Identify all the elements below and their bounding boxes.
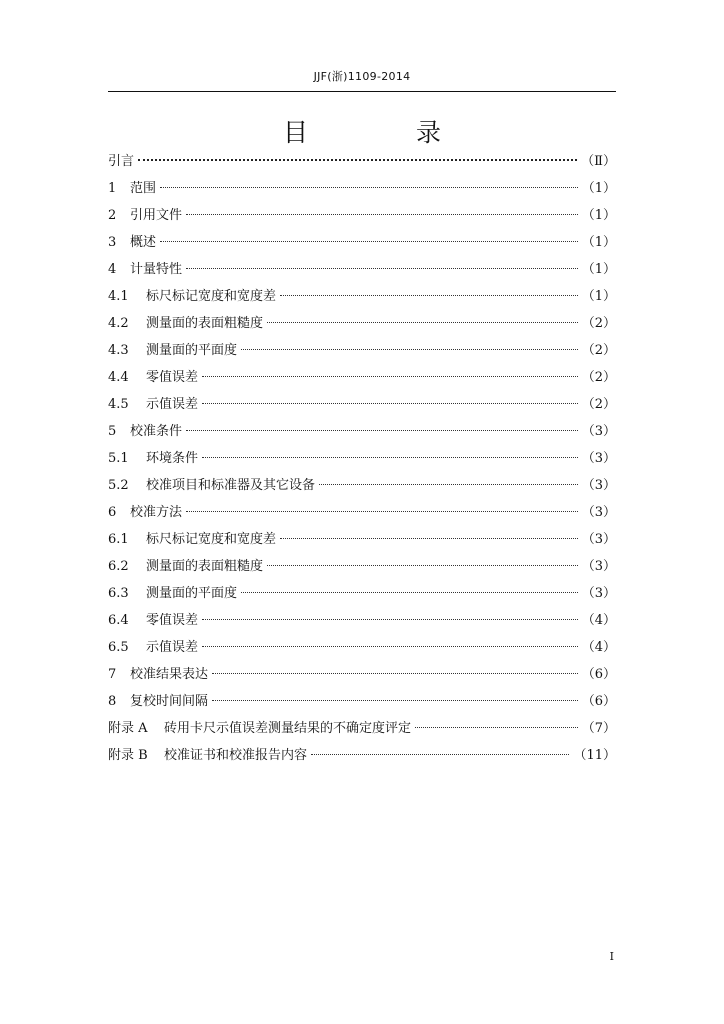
dot-leader: [202, 457, 578, 458]
toc-entry-title: 引言: [108, 154, 135, 169]
dot-leader: [138, 159, 577, 161]
toc-entry-number: 4.1: [108, 289, 129, 304]
toc-entry-page: （2）: [581, 343, 616, 358]
toc-entry-page: （3）: [581, 586, 616, 601]
toc-entry-page: （4）: [581, 640, 616, 655]
toc-entry-page: （1）: [581, 181, 616, 196]
dot-leader: [160, 187, 578, 188]
toc-entry-number: 6.1: [108, 532, 129, 547]
toc-entry-6[interactable]: [108, 499, 616, 526]
toc-entry-title: 概述: [130, 235, 157, 250]
toc-entry-number: 7: [108, 667, 117, 682]
dot-leader: [212, 673, 578, 674]
toc-entry-page: （3）: [581, 478, 616, 493]
toc-entry-6-1[interactable]: [108, 526, 616, 553]
toc-entry-title: 示值误差: [146, 397, 199, 412]
toc-entry-number: 4.2: [108, 316, 129, 331]
dot-leader: [202, 646, 578, 647]
toc-entry-number: 2: [108, 208, 117, 223]
toc-entry-title: 测量面的平面度: [146, 343, 238, 358]
toc-entry-number: 5: [108, 424, 117, 439]
toc-entry-number: 6: [108, 505, 117, 520]
dot-leader: [319, 484, 578, 485]
toc-entry-page: （4）: [581, 613, 616, 628]
toc-entry-5-1[interactable]: [108, 445, 616, 472]
dot-leader: [415, 727, 578, 728]
dot-leader: [280, 295, 578, 296]
toc-entry-number: 6.4: [108, 613, 129, 628]
dot-leader: [186, 511, 578, 512]
toc-entry-page: （Ⅱ）: [581, 154, 616, 169]
page-number: I: [609, 950, 614, 963]
toc-entry-page: （6）: [581, 694, 616, 709]
dot-leader: [311, 754, 569, 755]
toc-entry-title: 校准项目和标准器及其它设备: [146, 478, 316, 493]
toc-entry-5[interactable]: [108, 418, 616, 445]
document-code-header: JJF(浙)1109-2014: [313, 70, 411, 83]
toc-entry-4-4[interactable]: [108, 364, 616, 391]
toc-entry-appendix-b[interactable]: [108, 742, 616, 769]
toc-entry-title: 零值误差: [146, 613, 199, 628]
toc-entry-5-2[interactable]: [108, 472, 616, 499]
toc-entry-4-5[interactable]: [108, 391, 616, 418]
toc-entry-6-3[interactable]: [108, 580, 616, 607]
toc-entry-4-2[interactable]: [108, 310, 616, 337]
toc-entry-number: 6.5: [108, 640, 129, 655]
toc-entry-number: 附录 B: [108, 748, 148, 763]
toc-entry-6-5[interactable]: [108, 634, 616, 661]
toc-entry-page: （1）: [581, 208, 616, 223]
dot-leader: [202, 619, 578, 620]
dot-leader: [241, 592, 578, 593]
toc-entry-title: 计量特性: [130, 262, 183, 277]
toc-entry-1[interactable]: [108, 175, 616, 202]
toc-entry-number: 4.4: [108, 370, 129, 385]
toc-entry-title: 环境条件: [146, 451, 199, 466]
toc-entry-page: （1）: [581, 262, 616, 277]
toc-entry-title: 零值误差: [146, 370, 199, 385]
toc-entry-page: （3）: [581, 559, 616, 574]
dot-leader: [280, 538, 578, 539]
toc-entry-page: （3）: [581, 505, 616, 520]
dot-leader: [160, 241, 578, 242]
toc-entry-8[interactable]: [108, 688, 616, 715]
toc-entry-7[interactable]: [108, 661, 616, 688]
toc-entry-6-2[interactable]: [108, 553, 616, 580]
table-of-contents: [108, 148, 616, 769]
dot-leader: [267, 565, 578, 566]
toc-entry-title: 测量面的表面粗糙度: [146, 316, 264, 331]
toc-entry-page: （2）: [581, 370, 616, 385]
toc-entry-title: 砖用卡尺示值误差测量结果的不确定度评定: [164, 721, 412, 736]
toc-entry-page: （6）: [581, 667, 616, 682]
toc-entry-6-4[interactable]: [108, 607, 616, 634]
toc-entry-page: （11）: [573, 748, 616, 763]
toc-entry-title: 复校时间间隔: [130, 694, 209, 709]
toc-entry-page: （1）: [581, 289, 616, 304]
toc-entry-page: （2）: [581, 397, 616, 412]
toc-entry-title: 范围: [130, 181, 157, 196]
toc-entry-number: 附录 A: [108, 721, 148, 736]
dot-leader: [212, 700, 578, 701]
toc-entry-title: 校准证书和校准报告内容: [164, 748, 308, 763]
toc-entry-title: 示值误差: [146, 640, 199, 655]
toc-entry-title: 标尺标记宽度和宽度差: [146, 532, 277, 547]
dot-leader: [186, 214, 578, 215]
header-rule: [108, 91, 616, 92]
dot-leader: [202, 376, 578, 377]
toc-entry-title: 测量面的平面度: [146, 586, 238, 601]
toc-entry-title: 标尺标记宽度和宽度差: [146, 289, 277, 304]
toc-entry-page: （1）: [581, 235, 616, 250]
toc-entry-number: 4.3: [108, 343, 129, 358]
toc-entry-number: 8: [108, 694, 117, 709]
toc-entry-number: 5.1: [108, 451, 129, 466]
toc-entry-number: 4.5: [108, 397, 129, 412]
toc-entry-3[interactable]: [108, 229, 616, 256]
toc-entry-number: 3: [108, 235, 117, 250]
dot-leader: [241, 349, 578, 350]
toc-entry-number: 1: [108, 181, 117, 196]
toc-entry-4[interactable]: [108, 256, 616, 283]
toc-entry-number: 6.3: [108, 586, 129, 601]
dot-leader: [202, 403, 578, 404]
toc-entry-title: 测量面的表面粗糙度: [146, 559, 264, 574]
dot-leader: [186, 430, 578, 431]
toc-entry-title: 引用文件: [130, 208, 183, 223]
toc-entry-4-3[interactable]: [108, 337, 616, 364]
toc-entry-number: 5.2: [108, 478, 129, 493]
dot-leader: [267, 322, 578, 323]
toc-entry-number: 4: [108, 262, 117, 277]
toc-entry-page: （3）: [581, 532, 616, 547]
toc-entry-intro[interactable]: [108, 148, 616, 175]
toc-entry-title: 校准结果表达: [130, 667, 209, 682]
dot-leader: [186, 268, 578, 269]
toc-entry-2[interactable]: [108, 202, 616, 229]
toc-entry-title: 校准方法: [130, 505, 183, 520]
toc-entry-page: （3）: [581, 424, 616, 439]
toc-entry-number: 6.2: [108, 559, 129, 574]
toc-entry-page: （2）: [581, 316, 616, 331]
toc-entry-appendix-a[interactable]: [108, 715, 616, 742]
toc-entry-title: 校准条件: [130, 424, 183, 439]
toc-entry-4-1[interactable]: [108, 283, 616, 310]
toc-entry-page: （7）: [581, 721, 616, 736]
toc-entry-page: （3）: [581, 451, 616, 466]
page-title: 目 录: [283, 118, 491, 147]
